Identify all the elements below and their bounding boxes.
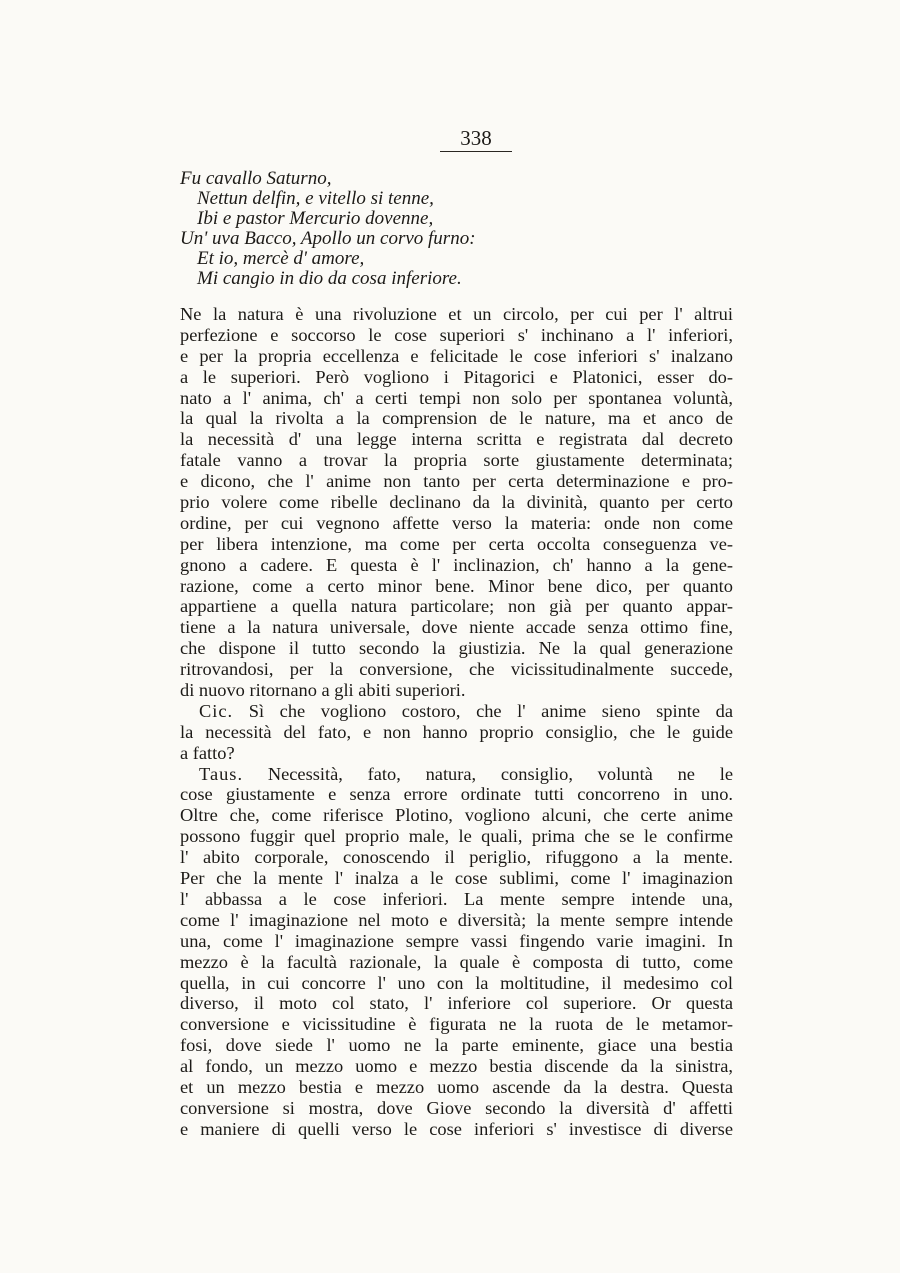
line-text: e per la propria eccellenza e felicitade le cose inferiori s' inalzano: [180, 345, 733, 366]
line-text: e dicono, che l' anime non tanto per certa determinazione e pro-: [180, 471, 733, 492]
prose-line: [180, 1056, 733, 1077]
line-text: una, come l' imaginazione sempre vassi fingendo varie imagini. In: [180, 930, 733, 951]
line-text: conversione e vicissitudine è figurata ne la ruota de le metamor-: [180, 1014, 733, 1035]
prose-line: [180, 304, 733, 325]
page-number: 338: [460, 126, 492, 150]
speaker-name: Cic.: [199, 700, 234, 721]
prose-line: [180, 346, 733, 367]
line-text: l' abbassa a le cose inferiori. La mente sempre intende una,: [180, 888, 733, 909]
line-text: Oltre che, come riferisce Plotino, vogliono alcuni, che certe anime: [180, 805, 733, 826]
line-text: fosi, dove siede l' uomo ne la parte eminente, giace una bestia: [180, 1035, 733, 1056]
prose-line: [180, 617, 733, 638]
line-text: prio volere come ribelle declinano da la divinità, quanto per certo: [180, 492, 733, 513]
line-text: nato a l' anima, ch' a certi tempi non solo per spontanea voluntà,: [180, 387, 733, 408]
line-text: appartiene a quella natura particolare; non già per quanto appar-: [180, 596, 733, 617]
prose-line: [180, 555, 733, 576]
line-text: perfezione e soccorso le cose superiori s' inchinano a l' inferiori,: [180, 324, 733, 345]
verse-line: Ibi e pastor Mercurio dovenne,: [197, 208, 434, 229]
prose-line: [180, 1098, 733, 1119]
line-text: Necessità, fato, natura, consiglio, voluntà ne le: [267, 763, 733, 784]
verse-line: Fu cavallo Saturno,: [180, 168, 332, 189]
line-text: cose giustamente e senza errore ordinate tutti concorreno in uno.: [180, 784, 733, 805]
prose-line: [180, 931, 733, 952]
speaker-name: Taus.: [199, 763, 244, 784]
prose-line: [180, 722, 733, 743]
line-text: la necessità del fato, e non hanno proprio consiglio, che le guide: [180, 721, 733, 742]
prose-line: [180, 450, 733, 471]
prose-line: [180, 973, 733, 994]
line-text: fatale vanno a trovar la propria sorte giustamente determinata;: [180, 450, 733, 471]
line-text: ordine, per cui vegnono affette verso la materia: onde non come: [180, 512, 733, 533]
prose-line: [180, 492, 733, 513]
line-text: a le superiori. Però vogliono i Pitagorici e Platonici, esser do-: [180, 366, 733, 387]
line-text: possono fuggir quel proprio male, le quali, prima che se le confirme: [180, 826, 733, 847]
prose-line: [180, 534, 733, 555]
prose-line: [180, 325, 733, 346]
prose-line: [180, 596, 733, 617]
line-text: Per che la mente l' inalza a le cose sublimi, come l' imaginazion: [180, 868, 733, 889]
prose-line: [180, 576, 733, 597]
prose-line: [180, 868, 733, 889]
line-text: razione, come a certo minor bene. Minor bene dico, per quanto: [180, 575, 733, 596]
line-text: Ne la natura è una rivoluzione et un circolo, per cui per l' altrui: [180, 304, 733, 324]
verse-line: Et io, mercè d' amore,: [197, 248, 365, 269]
line-text: gnono a cadere. E questa è l' inclinazion, ch' hanno a la gene-: [180, 554, 733, 575]
line-text: quella, in cui concorre l' uno con la moltitudine, il medesimo col: [180, 972, 733, 993]
prose-line: [180, 1035, 733, 1056]
line-text: Sì che vogliono costoro, che l' anime sieno spinte da: [248, 700, 733, 721]
prose-line: [180, 680, 733, 701]
line-text: come l' imaginazione nel moto e diversità; la mente sempre intende: [180, 909, 733, 930]
line-text: e maniere di quelli verso le cose inferiori s' investisce di diverse: [180, 1118, 733, 1139]
prose-line: [180, 1077, 733, 1098]
prose-line: [180, 993, 733, 1014]
prose-line: [180, 805, 733, 826]
line-text: mezzo è la facultà razionale, la quale è composta di tutto, come: [180, 951, 733, 972]
line-text: diverso, il moto col stato, l' inferiore col superiore. Or questa: [180, 993, 733, 1014]
prose-line: [180, 513, 733, 534]
line-text: la qual la rivolta a la comprension de le nature, ma et anco de: [180, 408, 733, 429]
prose-line: [180, 743, 733, 764]
line-text: al fondo, un mezzo uomo e mezzo bestia discende da la sinistra,: [180, 1056, 733, 1077]
speaker-line: [180, 764, 733, 785]
prose-line: [180, 1119, 733, 1140]
header-rule: [440, 151, 512, 152]
verse-line: Un' uva Bacco, Apollo un corvo furno:: [180, 228, 476, 249]
prose-line: [180, 367, 733, 388]
line-text: di nuovo ritornano a gli abiti superiori.: [180, 680, 466, 701]
prose-line: [180, 910, 733, 931]
prose-line: [180, 784, 733, 805]
line-text: tiene a la natura universale, dove niente accade senza ottimo fine,: [180, 617, 733, 638]
prose-line: [180, 388, 733, 409]
prose-block: [180, 304, 733, 1140]
prose-line: [180, 826, 733, 847]
line-text: la necessità d' una legge interna scritta e registrata dal decreto: [180, 429, 733, 450]
prose-line: [180, 408, 733, 429]
prose-line: [180, 471, 733, 492]
prose-line: [180, 952, 733, 973]
prose-line: [180, 659, 733, 680]
line-text: ritrovandosi, per la conversione, che vicissitudinalmente succede,: [180, 659, 733, 680]
verse-line: Nettun delfin, e vitello si tenne,: [197, 188, 434, 209]
speaker-line: [180, 701, 733, 722]
verse-line: Mi cangio in dio da cosa inferiore.: [197, 268, 462, 289]
prose-line: [180, 847, 733, 868]
verse-block: [180, 169, 740, 289]
line-text: che dispone il tutto secondo la giustizia. Ne la qual generazione: [180, 638, 733, 659]
prose-line: [180, 1014, 733, 1035]
line-text: l' abito corporale, conoscendo il periglio, rifuggono a la mente.: [180, 847, 733, 868]
line-text: et un mezzo bestia e mezzo uomo ascende da la destra. Questa: [180, 1076, 733, 1097]
line-text: conversione si mostra, dove Giove secondo la diversità d' affetti: [180, 1097, 733, 1118]
prose-line: [180, 638, 733, 659]
line-text: per libera intenzione, ma come per certa occolta conseguenza ve-: [180, 533, 733, 554]
prose-line: [180, 889, 733, 910]
line-text: a fatto?: [180, 742, 235, 763]
prose-line: [180, 429, 733, 450]
